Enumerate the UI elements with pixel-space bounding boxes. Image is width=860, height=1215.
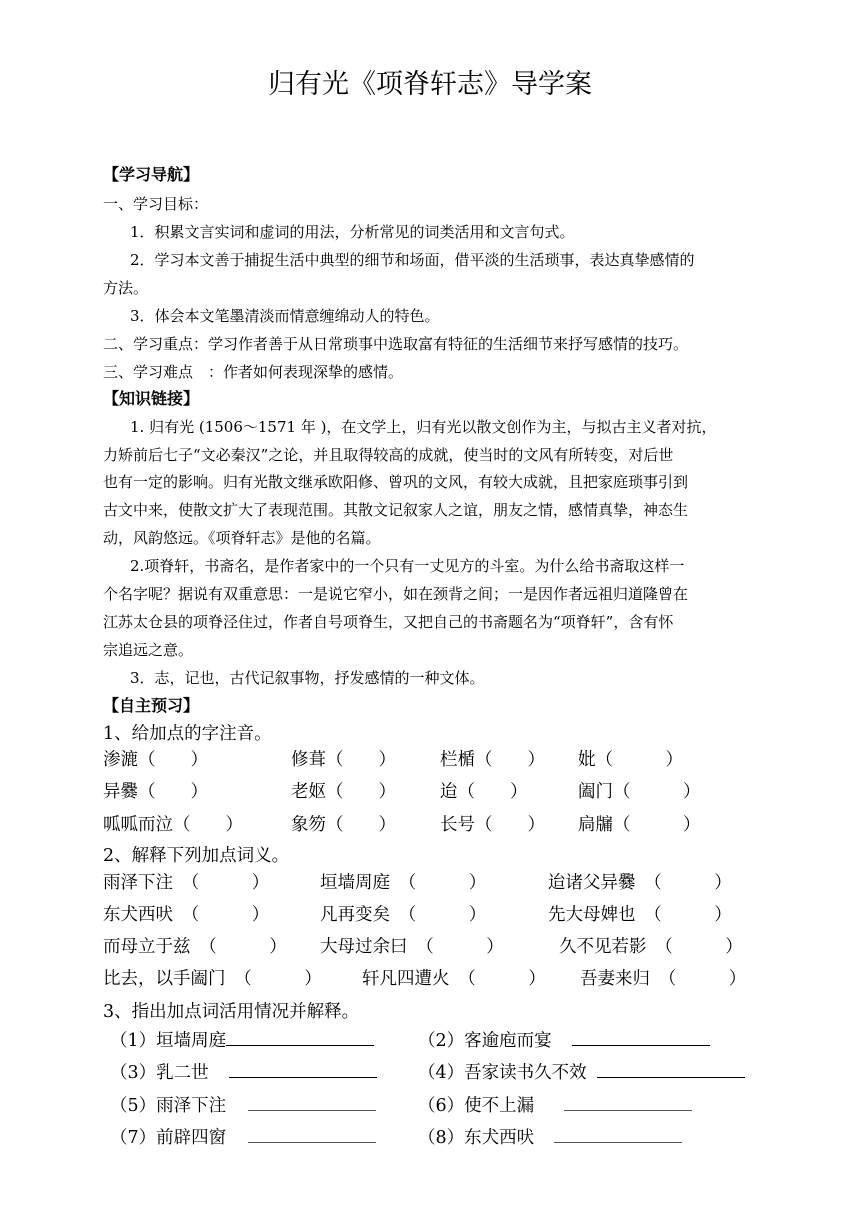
meaning-item: 先大母婢也 （ ） xyxy=(548,905,732,925)
usage-item-label: （1）垣墙周庭 xyxy=(110,1031,227,1051)
usage-item xyxy=(110,1126,376,1149)
goal-2-cont: 方法。 xyxy=(103,279,149,297)
usage-item xyxy=(418,1094,692,1117)
section-heading-preview: 【自主预习】 xyxy=(103,696,200,715)
knowledge-p1-line: 也有一定的影响。归有光散文继承欧阳修、曾巩的文风，有较大成就，且把家庭琐事引到 xyxy=(103,473,689,491)
usage-item-label: （3）乳二世 xyxy=(110,1063,209,1083)
meaning-item: 而母立于兹 （ ） xyxy=(103,937,287,957)
usage-item xyxy=(110,1061,377,1084)
usage-item xyxy=(418,1061,745,1084)
pinyin-item: 呱呱而泣（ ） xyxy=(103,815,243,835)
usage-item xyxy=(110,1094,376,1117)
answer-blank[interactable] xyxy=(248,1094,376,1111)
pinyin-item: 老妪（ ） xyxy=(291,782,396,802)
meaning-item: 雨泽下注 （ ） xyxy=(103,873,270,893)
answer-blank[interactable] xyxy=(597,1061,745,1078)
knowledge-p1-line: 1. 归有光 (1506～1571 年 )，在文学上，归有光以散文创作为主，与拟古主义者对抗， xyxy=(130,418,717,436)
goal-3: 3．体会本文笔墨清淡而情意缠绵动人的特色。 xyxy=(130,307,440,325)
meaning-item: 垣墙周庭 （ ） xyxy=(320,873,487,893)
knowledge-p3: 3．志，记也，古代记叙事物，抒发感情的一种文体。 xyxy=(130,669,485,687)
usage-item xyxy=(418,1029,710,1052)
answer-blank[interactable] xyxy=(572,1029,710,1046)
usage-item xyxy=(418,1126,682,1149)
pinyin-item: 修葺（ ） xyxy=(291,750,396,770)
knowledge-p2-line: 江苏太仓县的项脊泾住过，作者自号项脊生，又把自己的书斋题名为“项脊轩”，含有怀 xyxy=(103,613,674,631)
knowledge-p2-line: 2.项脊轩，书斋名，是作者家中的一个只有一丈见方的斗室。为什么给书斋取这样一 xyxy=(130,557,685,575)
goal-1: 1．积累文言实词和虚词的用法，分析常见的词类活用和文言句式。 xyxy=(130,223,575,241)
key-point: 二、学习重点：学习作者善于从日常琐事中选取富有特征的生活细节来抒写感情的技巧。 xyxy=(103,335,689,353)
meaning-item: 迨诸父异爨 （ ） xyxy=(548,873,732,893)
knowledge-p1-line: 力矫前后七子“文必秦汉”之论，并且取得较高的成就，使当时的文风有所转变，对后世 xyxy=(103,446,674,464)
knowledge-p1-line: 动，风韵悠远。《项脊轩志》是他的名篇。 xyxy=(103,529,381,547)
usage-item-label: （8）东犬西吠 xyxy=(418,1128,535,1148)
meaning-item: 吾妻来归 （ ） xyxy=(580,969,747,989)
usage-item-label: （2）客逾庖而宴 xyxy=(418,1031,552,1051)
answer-blank[interactable] xyxy=(554,1126,682,1143)
usage-item-label: （7）前辟四窗 xyxy=(110,1128,227,1148)
answer-blank[interactable] xyxy=(229,1061,377,1078)
usage-item-label: （4）吾家读书久不效 xyxy=(418,1063,587,1083)
pinyin-item: 异爨（ ） xyxy=(103,782,208,802)
meaning-item: 东犬西吠 （ ） xyxy=(103,905,270,925)
answer-blank[interactable] xyxy=(226,1029,374,1046)
knowledge-p2-line: 个名字呢？据说有双重意思：一是说它窄小，如在颈背之间；一是因作者远祖归道隆曾在 xyxy=(103,585,689,603)
meaning-item: 比去，以手阖门 （ ） xyxy=(103,969,322,989)
difficulty: 三、学习难点 ：作者如何表现深挚的感情。 xyxy=(103,363,404,381)
pinyin-item: 迨（ ） xyxy=(440,782,528,802)
pinyin-item: 渗漉（ ） xyxy=(103,750,208,770)
goals-label: 一、学习目标： xyxy=(103,195,209,213)
meaning-item: 轩凡四遭火 （ ） xyxy=(362,969,546,989)
meaning-item: 凡再变矣 （ ） xyxy=(320,905,487,925)
usage-item xyxy=(110,1029,374,1052)
pinyin-item: 妣（ ） xyxy=(578,750,683,770)
section-heading-nav: 【学习导航】 xyxy=(103,165,200,184)
knowledge-p2-line: 宗追远之意。 xyxy=(103,641,194,659)
question-3: 3、指出加点词活用情况并解释。 xyxy=(103,1002,360,1022)
section-heading-knowledge: 【知识链接】 xyxy=(103,389,200,408)
pinyin-item: 阖门（ ） xyxy=(578,782,701,802)
question-1: 1、给加点的字注音。 xyxy=(103,724,272,744)
knowledge-p1-line: 古文中来，使散文扩大了表现范围。其散文记叙家人之谊，朋友之情，感情真挚，神态生 xyxy=(103,501,689,519)
pinyin-item: 象笏（ ） xyxy=(291,815,396,835)
usage-item-label: （6）使不上漏 xyxy=(418,1096,535,1116)
meaning-item: 久不见若影 （ ） xyxy=(559,937,743,957)
answer-blank[interactable] xyxy=(248,1126,376,1143)
pinyin-item: 扃牖（ ） xyxy=(578,815,701,835)
meaning-item: 大母过余曰 （ ） xyxy=(320,937,504,957)
goal-2: 2．学习本文善于捕捉生活中典型的细节和场面，借平淡的生活琐事，表达真挚感情的 xyxy=(130,251,695,269)
pinyin-item: 长号（ ） xyxy=(440,815,545,835)
usage-item-label: （5）雨泽下注 xyxy=(110,1096,227,1116)
question-2: 2、解释下列加点词义。 xyxy=(103,846,290,866)
answer-blank[interactable] xyxy=(564,1094,692,1111)
page-title: 归有光《项脊轩志》导学案 xyxy=(268,69,592,100)
pinyin-item: 栏楯（ ） xyxy=(440,750,545,770)
